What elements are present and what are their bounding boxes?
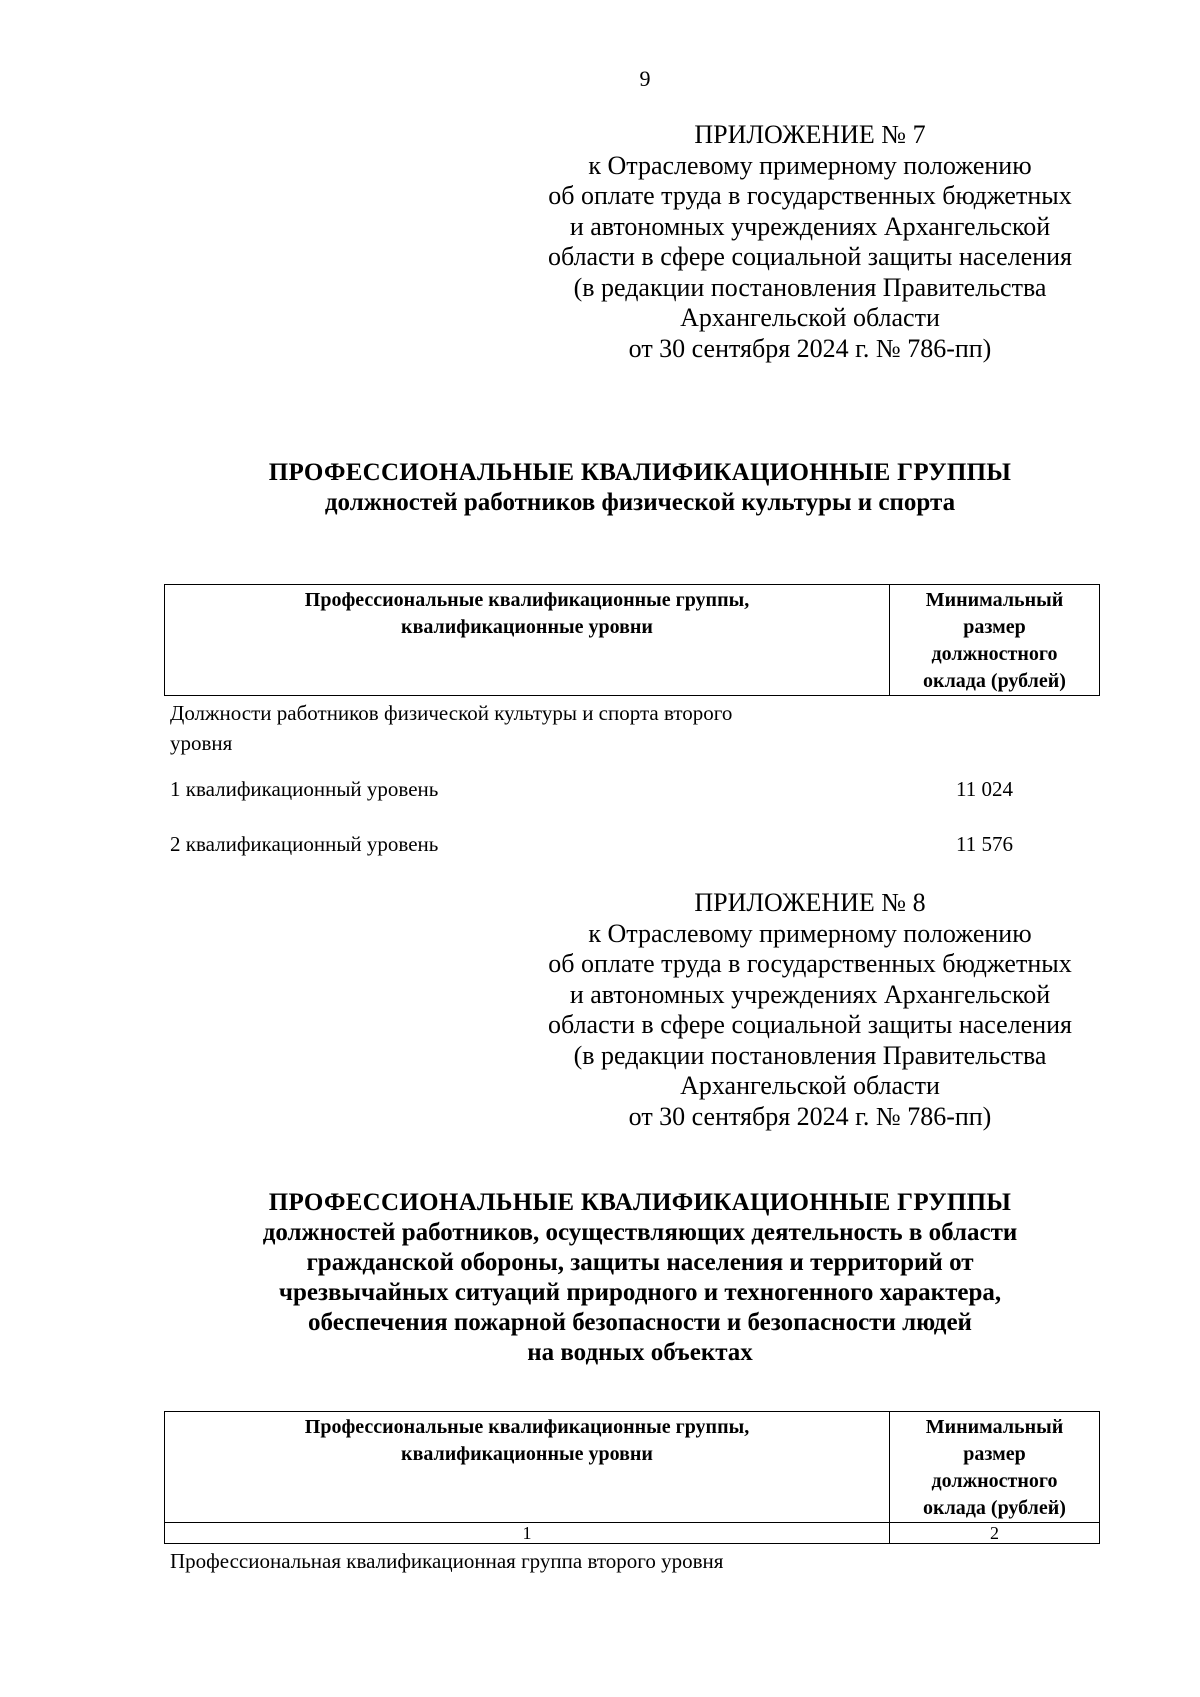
group-label-line: Должности работников физической культуры и спорта второго [170,701,733,725]
header-col-groups [165,585,890,696]
appendix-8-line: об оплате труда в государственных бюджетных [548,949,1072,978]
appendix-7-line: ПРИЛОЖЕНИЕ № 7 [694,120,926,149]
group-label: Профессиональная квалификационная группа второго уровня [170,1549,724,1573]
appendix-8-line: ПРИЛОЖЕНИЕ № 8 [694,888,926,917]
appendix-7-line: области в сфере социальной защиты населения [548,242,1072,271]
appendix-7-line: об оплате труда в государственных бюджетных [548,181,1072,210]
section-1-heading [140,458,1140,518]
header-col-groups [165,1412,890,1523]
table-row-level: 2 квалификационный уровень [170,832,439,856]
header-col-groups-line: квалификационные уровни [401,616,653,638]
appendix-7-line: Архангельской области [680,303,940,332]
section-1-table-header [164,584,1100,696]
appendix-7-line: и автономных учреждениях Архангельской [569,211,1051,241]
group-label-line: уровня [170,731,233,755]
table-row-level: 1 квалификационный уровень [170,777,439,801]
appendix-7-line: от 30 сентября 2024 г. № 786-пп) [628,333,992,363]
header-col-salary-line: Минимальный [925,589,1064,611]
section-2-title: ПРОФЕССИОНАЛЬНЫЕ КВАЛИФИКАЦИОННЫЕ ГРУППЫ [268,1189,1012,1216]
appendix-8-line: и автономных учреждениях Архангельской [569,979,1051,1009]
section-2-table-header [164,1411,1100,1544]
group-label [170,698,732,758]
table-row-salary: 11 024 [956,777,1013,801]
section-2-heading [140,1188,1140,1368]
header-col-salary-line: должностного [931,1470,1058,1492]
header-col-salary-line: размер [963,616,1026,638]
header-col-salary-line: должностного [931,643,1058,665]
header-col-salary [890,1412,1100,1523]
appendix-7-line: (в редакции постановления Правительства [573,272,1047,302]
appendix-8-line: (в редакции постановления Правительства [573,1040,1047,1070]
header-col-salary-line: оклада (рублей) [923,1497,1066,1519]
section-2-subtitle-line: на водных объектах [527,1339,753,1366]
column-number-2: 2 [890,1523,1100,1544]
header-col-salary-line: Минимальный [925,1416,1064,1438]
header-col-groups-line: Профессиональные квалификационные группы, [304,589,750,611]
header-col-salary [890,585,1100,696]
appendix-7-block [500,120,1120,364]
section-2-subtitle-line: чрезвычайных ситуаций природного и техногенного характера, [278,1279,1002,1306]
header-col-salary-line: размер [963,1443,1026,1465]
page-number: 9 [639,66,651,91]
appendix-7-line: к Отраслевому примерному положению [588,150,1032,180]
section-1-title: ПРОФЕССИОНАЛЬНЫЕ КВАЛИФИКАЦИОННЫЕ ГРУППЫ [268,459,1012,486]
appendix-8-line: к Отраслевому примерному положению [588,918,1032,948]
header-col-groups-line: Профессиональные квалификационные группы, [304,1416,750,1438]
section-2-subtitle-line: должностей работников, осуществляющих деятельность в области [262,1219,1018,1246]
appendix-8-line: Архангельской области [680,1071,940,1100]
header-col-salary-line: оклада (рублей) [923,670,1066,692]
appendix-8-line: области в сфере социальной защиты населения [548,1010,1072,1039]
section-2-subtitle-line: обеспечения пожарной безопасности и безопасности людей [308,1309,972,1336]
section-2-subtitle-line: гражданской обороны, защиты населения и территорий от [306,1249,974,1276]
section-1-subtitle: должностей работников физической культуры и спорта [324,489,956,516]
column-number-1: 1 [165,1523,890,1544]
header-col-groups-line: квалификационные уровни [401,1443,653,1465]
appendix-8-line: от 30 сентября 2024 г. № 786-пп) [628,1101,992,1131]
table-row-salary: 11 576 [956,832,1013,856]
appendix-8-block [500,888,1120,1132]
